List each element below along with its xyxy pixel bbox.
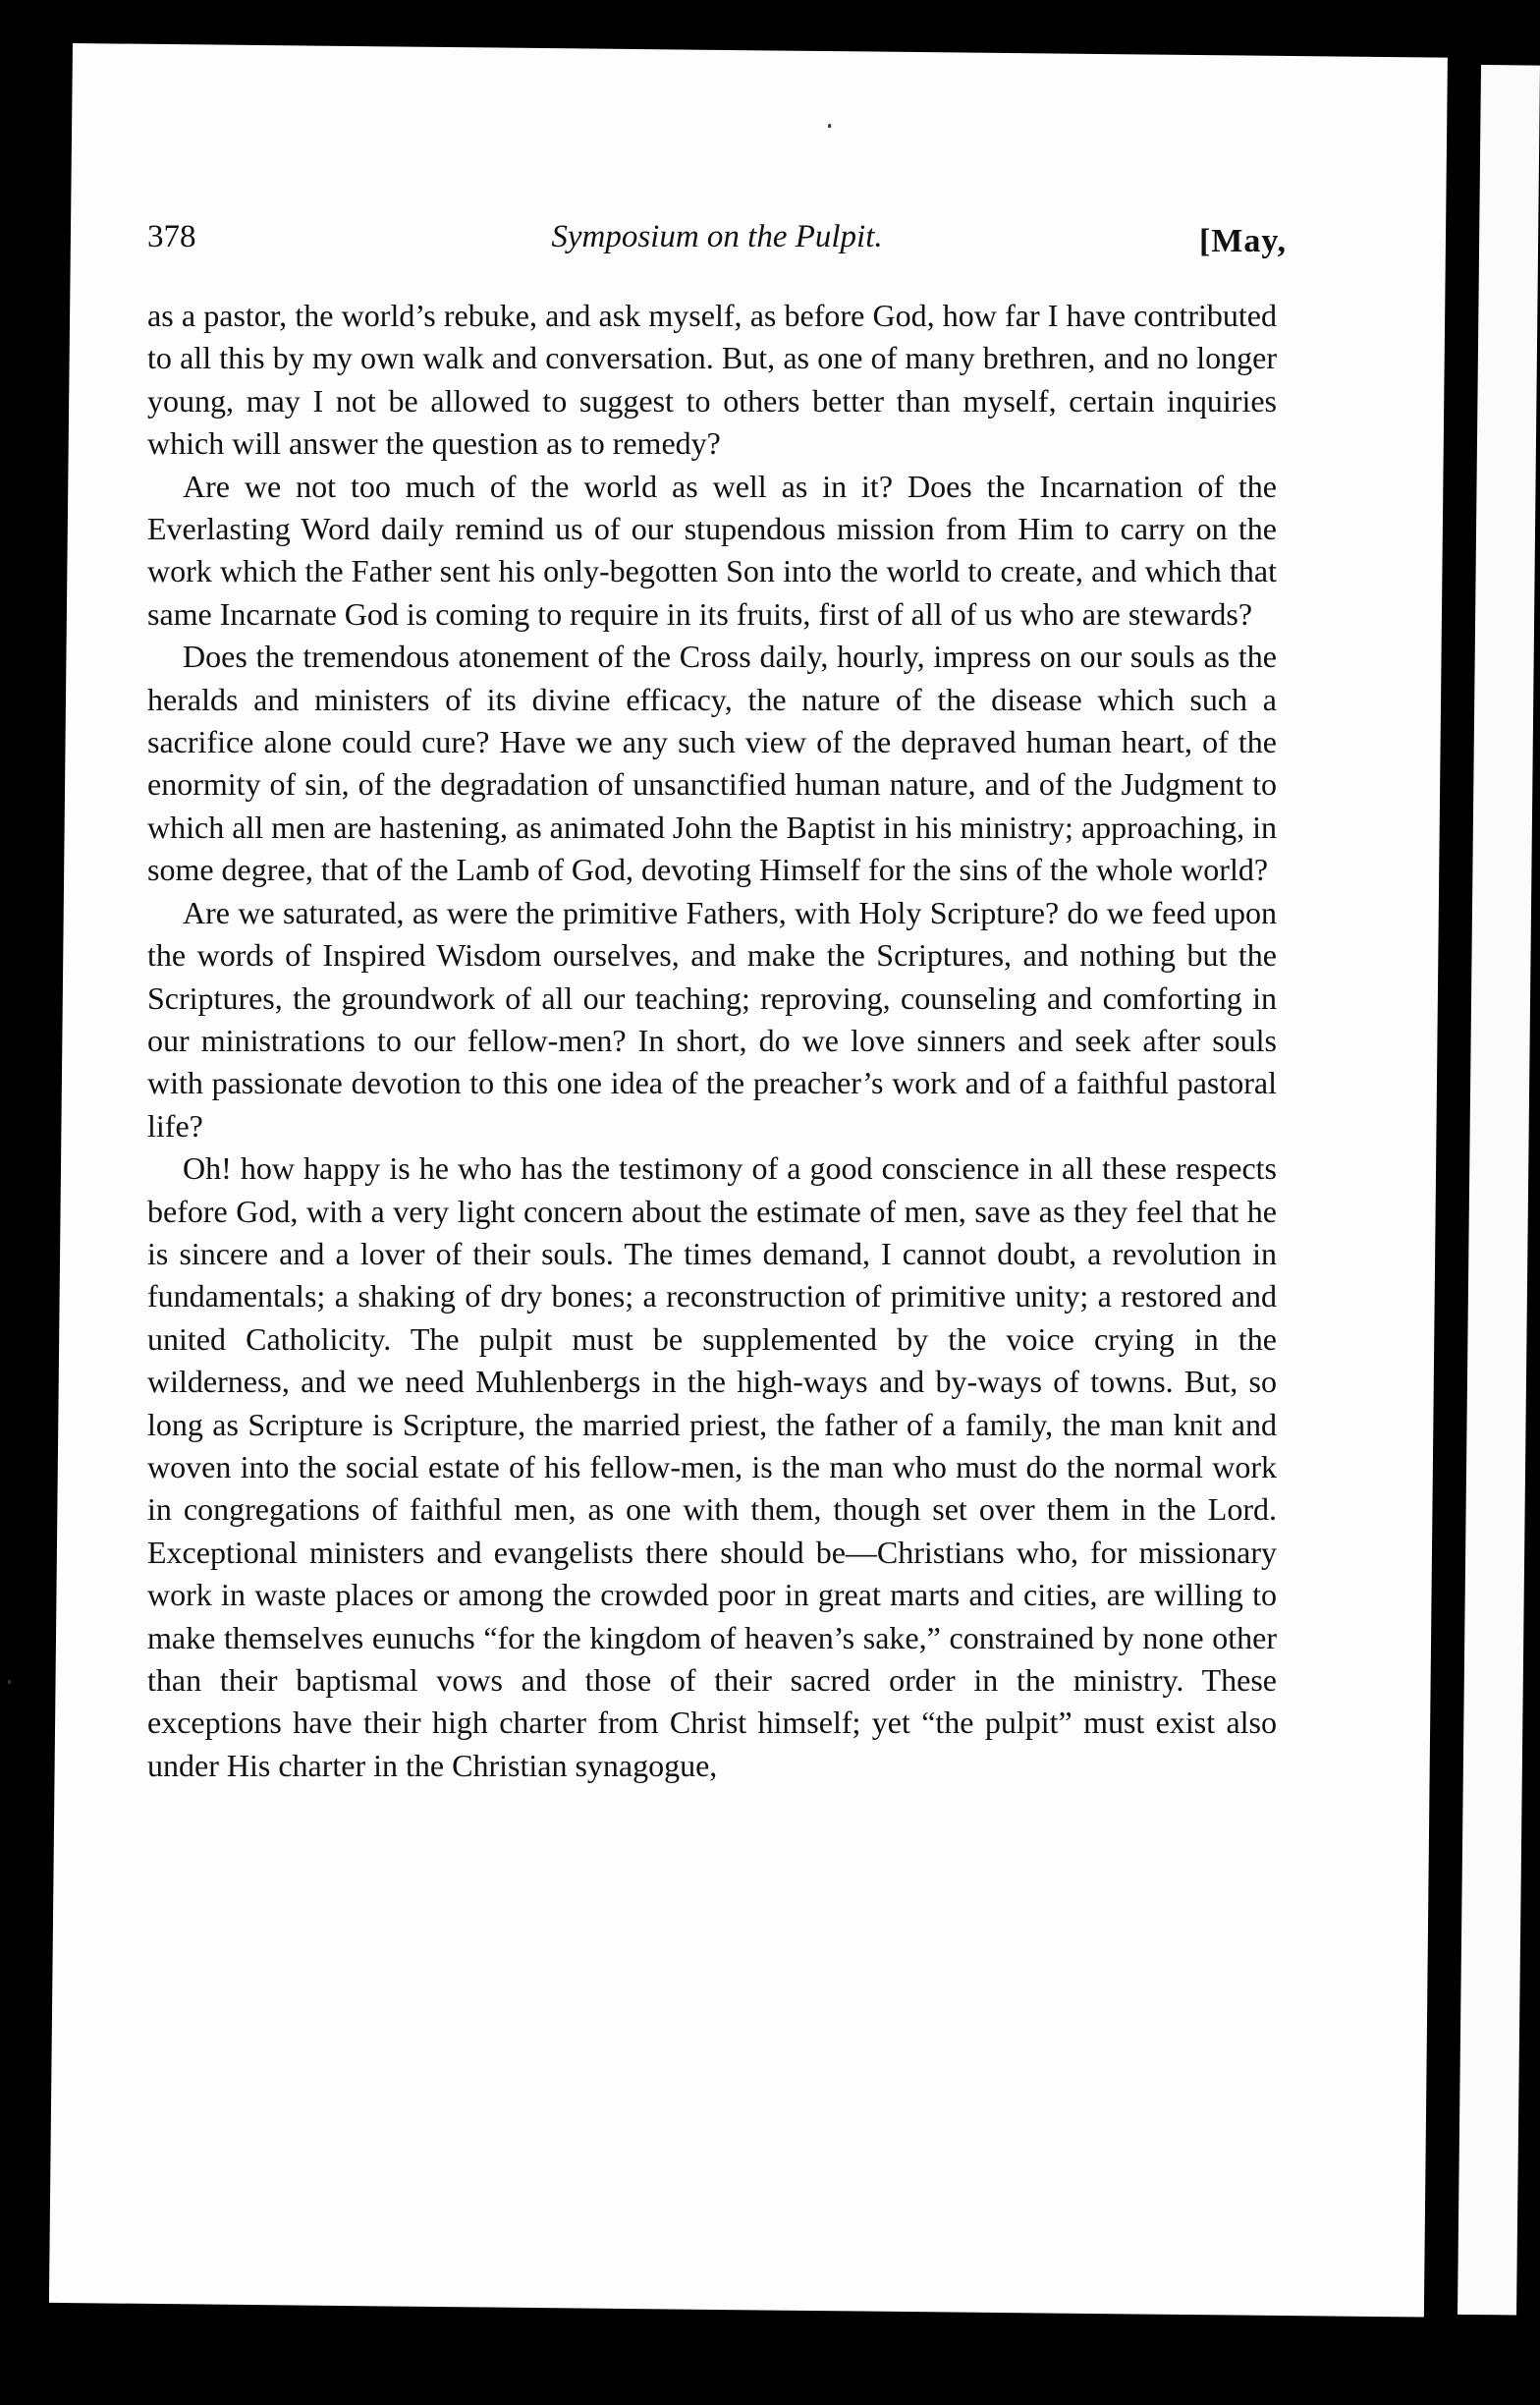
running-head-month: [May, (1198, 223, 1287, 259)
ink-speck (8, 1680, 11, 1684)
paragraph-continued: as a pastor, the world’s rebuke, and ask myself, as before God, how far I have contributed to all this by my own walk and conversation. But, as one of many brethren, and no longer young, may I not be allowed to suggest to others better than myself, certain inquiries which will answer the question as to remedy? (147, 298, 1277, 462)
ink-speck (828, 124, 831, 128)
body-text (147, 295, 1277, 1787)
running-head (147, 201, 1287, 260)
running-title: Symposium on the Pulpit. (551, 219, 883, 254)
paragraph: Does the tremendous atonement of the Cross daily, hourly, impress on our souls as the heralds and ministers of its divine efficacy, the nature of the disease which such a sacrifice alone could cure? Have we any such view of the depraved human heart, of the enormity of sin, of the degradation of unsanctified human nature, and of the Judgment to which all men are hastening, as animated John the Baptist in his ministry; approaching, in some degree, that of the Lamb of God, devoting Himself for the sins of the whole world? (147, 639, 1277, 888)
paragraph: Are we saturated, as were the primitive Fathers, with Holy Scripture? do we feed upon the words of Inspired Wisdom ourselves, and make the Scriptures, and nothing but the Scriptures, the groundwork of all our teaching; reproving, counseling and comforting in our ministrations to our fellow-men? In short, do we love sinners and seek after souls with passionate devotion to this one idea of the preacher’s work and of a faithful pastoral life? (147, 894, 1277, 1144)
paragraph: Are we not too much of the world as well as in it? Does the Incarnation of the Everlasting Word daily remind us of our stupendous mission from Him to carry on the work which the Father sent his only-begotten Son into the world to create, and which that same Incarnate God is coming to require in its fruits, first of all of us who are stewards? (147, 468, 1277, 632)
paragraph: Oh! how happy is he who has the testimony of a good conscience in all these respects before God, with a very light concern about the estimate of men, save as they feel that he is sincere and a lover of their souls. The times demand, I cannot doubt, a revolution in fundamentals; a shaking of dry bones; a reconstruction of primitive unity; a restored and united Catholicity. The pulpit must be supplemented by the voice crying in the wilderness, and we need Muhlenbergs in the high-ways and by-ways of towns. But, so long as Scripture is Scripture, the married priest, the father of a family, the man knit and woven into the social estate of his fellow-men, is the man who must do the normal work in congregations of faithful men, as one with them, though set over them in the Lord. Exceptional ministers and evangelists there should be—Christians who, for missionary work in waste places or among the crowded poor in great marts and cities, are willing to make themselves eunuchs “for the kingdom of heaven’s sake,” constrained by none other than their baptismal vows and those of their sacred order in the ministry. These exceptions have their high charter from Christ himself; yet “the pulpit” must exist also under His charter in the Christian synagogue, (147, 1150, 1277, 1783)
page-number: 378 (147, 219, 196, 254)
